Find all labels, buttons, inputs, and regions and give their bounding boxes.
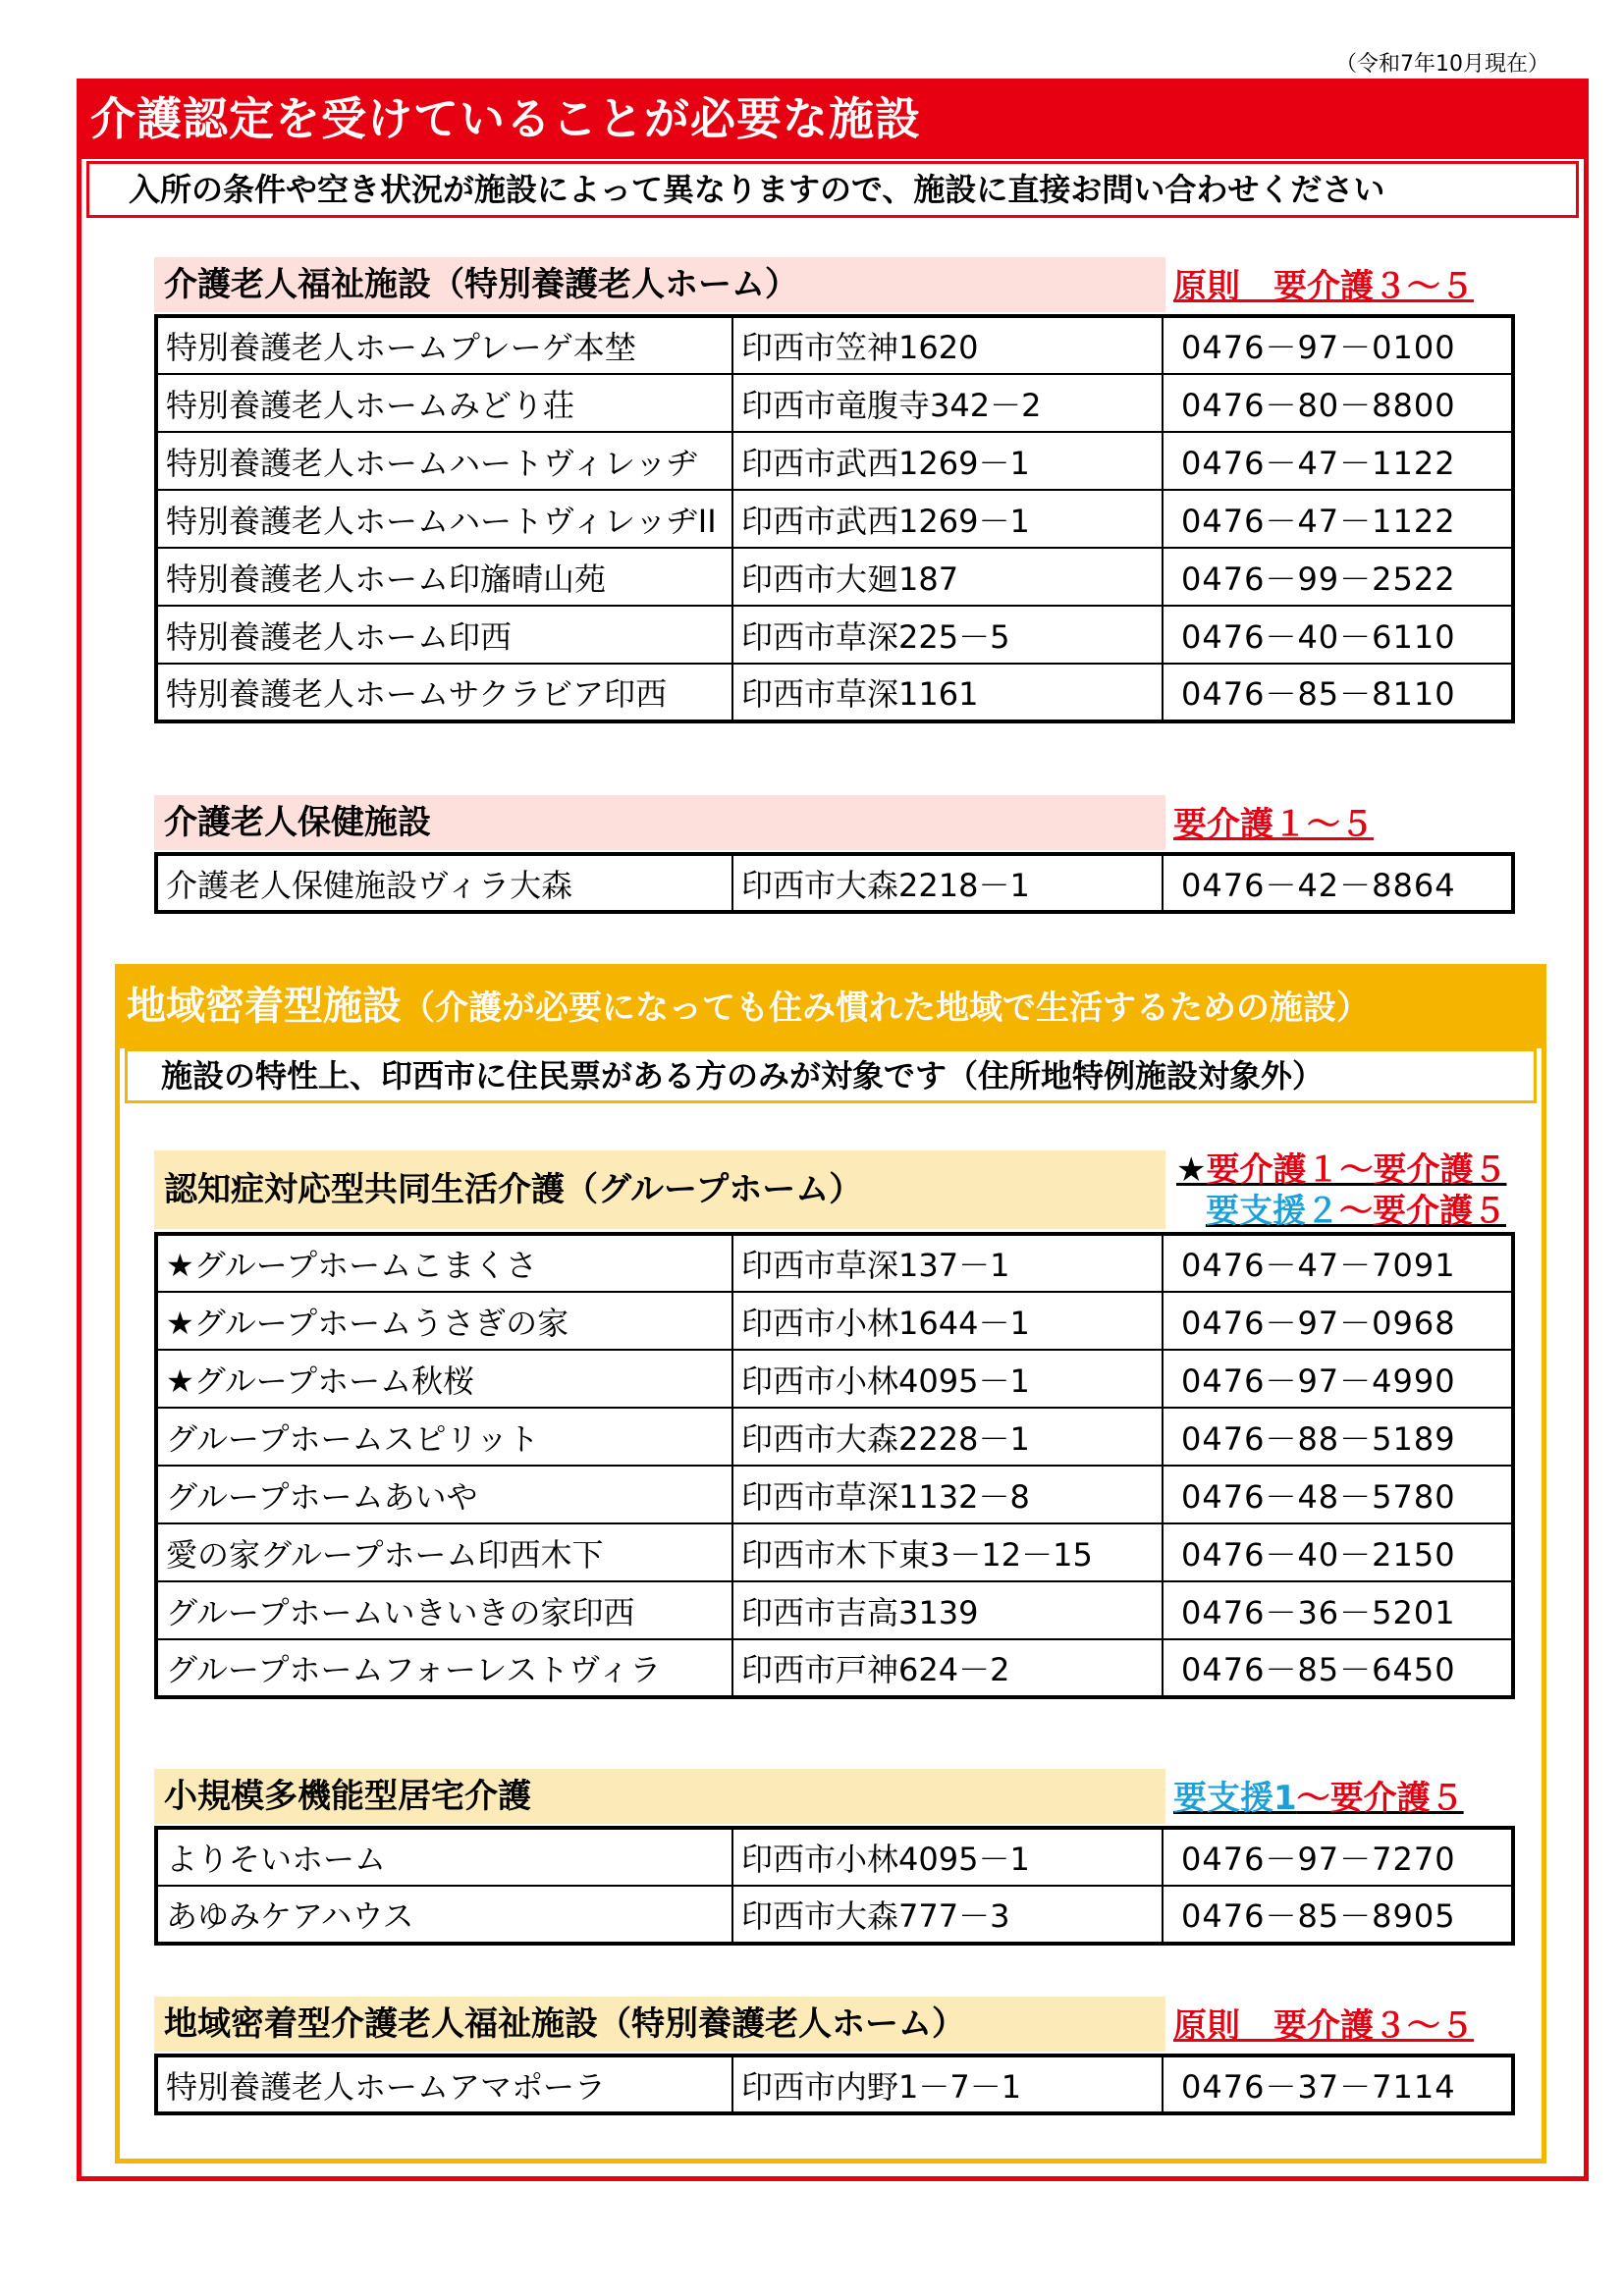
requirement-group-home-kaigo: 要介護１～要介護５ <box>1206 1150 1507 1190</box>
address-cell: 印西市小林4095－1 <box>732 1350 1163 1408</box>
facility-name-cell: あゆみケアハウス <box>156 1886 732 1944</box>
table-tokuyou <box>154 314 1515 723</box>
phone-cell: 0476－36－5201 <box>1163 1581 1513 1639</box>
table-row <box>156 854 1513 912</box>
page-title: 介護認定を受けていることが必要な施設 <box>77 79 1589 159</box>
address-cell: 印西市笠神1620 <box>732 316 1163 374</box>
requirement-group-home-line1 <box>1176 1150 1506 1190</box>
phone-cell: 0476－97－0100 <box>1163 316 1513 374</box>
table-shoukibo <box>154 1826 1515 1946</box>
phone-cell: 0476－88－5189 <box>1163 1408 1513 1466</box>
phone-cell: 0476－40－2150 <box>1163 1523 1513 1581</box>
phone-cell: 0476－97－7270 <box>1163 1828 1513 1886</box>
requirement-shoukibo-kaigo: ～要介護５ <box>1296 1779 1464 1818</box>
facility-name-cell: よりそいホーム <box>156 1828 732 1886</box>
phone-cell: 0476－85－8110 <box>1163 664 1513 721</box>
table-row <box>156 316 1513 374</box>
requirement-group-home-kaigo2: ～要介護５ <box>1339 1192 1506 1231</box>
table-row <box>156 1350 1513 1408</box>
table-row <box>156 490 1513 548</box>
requirement-rouken: 要介護１～５ <box>1173 805 1374 844</box>
phone-cell: 0476－99－2522 <box>1163 548 1513 606</box>
address-cell: 印西市大森777－3 <box>732 1886 1163 1944</box>
table-group-home <box>154 1232 1515 1699</box>
requirement-group-home-shien: 要支援２ <box>1206 1192 1339 1231</box>
phone-cell: 0476－85－6450 <box>1163 1639 1513 1697</box>
requirement-shoukibo <box>1173 1779 1464 1818</box>
table-row <box>156 1234 1513 1292</box>
requirement-shoukibo-shien: 要支援1 <box>1173 1779 1297 1818</box>
phone-cell: 0476－80－8800 <box>1163 374 1513 432</box>
chiiki-subtitle: 施設の特性上、印西市に住民票がある方のみが対象です（住所地特例施設対象外） <box>125 1048 1537 1103</box>
facility-name-cell: 特別養護老人ホームサクラビア印西 <box>156 664 732 721</box>
facility-name-cell: 特別養護老人ホーム印旛晴山苑 <box>156 548 732 606</box>
as-of-date: （令和7年10月現在） <box>1335 52 1549 77</box>
table-row <box>156 1408 1513 1466</box>
table-row <box>156 1466 1513 1523</box>
requirement-tokuyou: 原則 要介護３～５ <box>1173 267 1474 306</box>
phone-cell: 0476－40－6110 <box>1163 606 1513 664</box>
facility-name-cell: 特別養護老人ホームハートヴィレッヂ <box>156 432 732 490</box>
phone-cell: 0476－47－1122 <box>1163 490 1513 548</box>
phone-cell: 0476－97－4990 <box>1163 1350 1513 1408</box>
star-icon: ★ <box>1176 1150 1207 1190</box>
address-cell: 印西市大廻187 <box>732 548 1163 606</box>
address-cell: 印西市大森2218－1 <box>732 854 1163 912</box>
phone-cell: 0476－37－7114 <box>1163 2056 1513 2113</box>
facility-name-cell: 特別養護老人ホームアマポーラ <box>156 2056 732 2113</box>
table-row <box>156 664 1513 721</box>
address-cell: 印西市草深225－5 <box>732 606 1163 664</box>
chiiki-banner-note: （介護が必要になっても住み慣れた地域で生活するための施設） <box>402 988 1370 1028</box>
address-cell: 印西市草深137－1 <box>732 1234 1163 1292</box>
phone-cell: 0476－48－5780 <box>1163 1466 1513 1523</box>
facility-name-cell: グループホームいきいきの家印西 <box>156 1581 732 1639</box>
address-cell: 印西市武西1269－1 <box>732 432 1163 490</box>
requirement-group-home-line2 <box>1206 1192 1506 1231</box>
facility-name-cell: グループホームスピリット <box>156 1408 732 1466</box>
address-cell: 印西市竜腹寺342－2 <box>732 374 1163 432</box>
table-row <box>156 1581 1513 1639</box>
table-row <box>156 606 1513 664</box>
facility-name-cell: ★グループホームうさぎの家 <box>156 1292 732 1350</box>
section-heading-group-home: 認知症対応型共同生活介護（グループホーム） <box>154 1150 1165 1229</box>
address-cell: 印西市草深1161 <box>732 664 1163 721</box>
table-row <box>156 1523 1513 1581</box>
table-row <box>156 1886 1513 1944</box>
facility-name-cell: 特別養護老人ホーム印西 <box>156 606 732 664</box>
address-cell: 印西市武西1269－1 <box>732 490 1163 548</box>
table-row <box>156 1828 1513 1886</box>
facility-name-cell: 愛の家グループホーム印西木下 <box>156 1523 732 1581</box>
section-heading-rouken: 介護老人保健施設 <box>154 795 1165 850</box>
table-row <box>156 1292 1513 1350</box>
address-cell: 印西市草深1132－8 <box>732 1466 1163 1523</box>
requirement-chiiki-tokuyou: 原則 要介護３～５ <box>1173 2006 1474 2046</box>
table-row <box>156 432 1513 490</box>
address-cell: 印西市吉高3139 <box>732 1581 1163 1639</box>
facility-name-cell: 特別養護老人ホームみどり荘 <box>156 374 732 432</box>
table-row <box>156 1639 1513 1697</box>
phone-cell: 0476－47－1122 <box>1163 432 1513 490</box>
phone-cell: 0476－85－8905 <box>1163 1886 1513 1944</box>
chiiki-banner <box>115 964 1546 1048</box>
address-cell: 印西市小林4095－1 <box>732 1828 1163 1886</box>
section-heading-shoukibo: 小規模多機能型居宅介護 <box>154 1769 1165 1824</box>
page-subtitle: 入所の条件や空き状況が施設によって異なりますので、施設に直接お問い合わせください <box>86 161 1579 218</box>
table-row <box>156 548 1513 606</box>
chiiki-banner-title: 地域密着型施設 <box>127 984 402 1029</box>
facility-name-cell: グループホームフォーレストヴィラ <box>156 1639 732 1697</box>
section-heading-chiiki-tokuyou: 地域密着型介護老人福祉施設（特別養護老人ホーム） <box>154 1997 1165 2052</box>
address-cell: 印西市戸神624－2 <box>732 1639 1163 1697</box>
phone-cell: 0476－42－8864 <box>1163 854 1513 912</box>
address-cell: 印西市木下東3－12－15 <box>732 1523 1163 1581</box>
table-row <box>156 2056 1513 2113</box>
table-rouken <box>154 852 1515 914</box>
facility-name-cell: 特別養護老人ホームプレーゲ本埜 <box>156 316 732 374</box>
phone-cell: 0476－47－7091 <box>1163 1234 1513 1292</box>
phone-cell: 0476－97－0968 <box>1163 1292 1513 1350</box>
address-cell: 印西市小林1644－1 <box>732 1292 1163 1350</box>
facility-name-cell: 介護老人保健施設ヴィラ大森 <box>156 854 732 912</box>
table-chiiki-tokuyou <box>154 2054 1515 2115</box>
address-cell: 印西市内野1－7－1 <box>732 2056 1163 2113</box>
section-heading-tokuyou: 介護老人福祉施設（特別養護老人ホーム） <box>154 257 1165 312</box>
facility-name-cell: 特別養護老人ホームハートヴィレッヂII <box>156 490 732 548</box>
facility-name-cell: グループホームあいや <box>156 1466 732 1523</box>
facility-name-cell: ★グループホーム秋桜 <box>156 1350 732 1408</box>
address-cell: 印西市大森2228－1 <box>732 1408 1163 1466</box>
table-row <box>156 374 1513 432</box>
facility-name-cell: ★グループホームこまくさ <box>156 1234 732 1292</box>
